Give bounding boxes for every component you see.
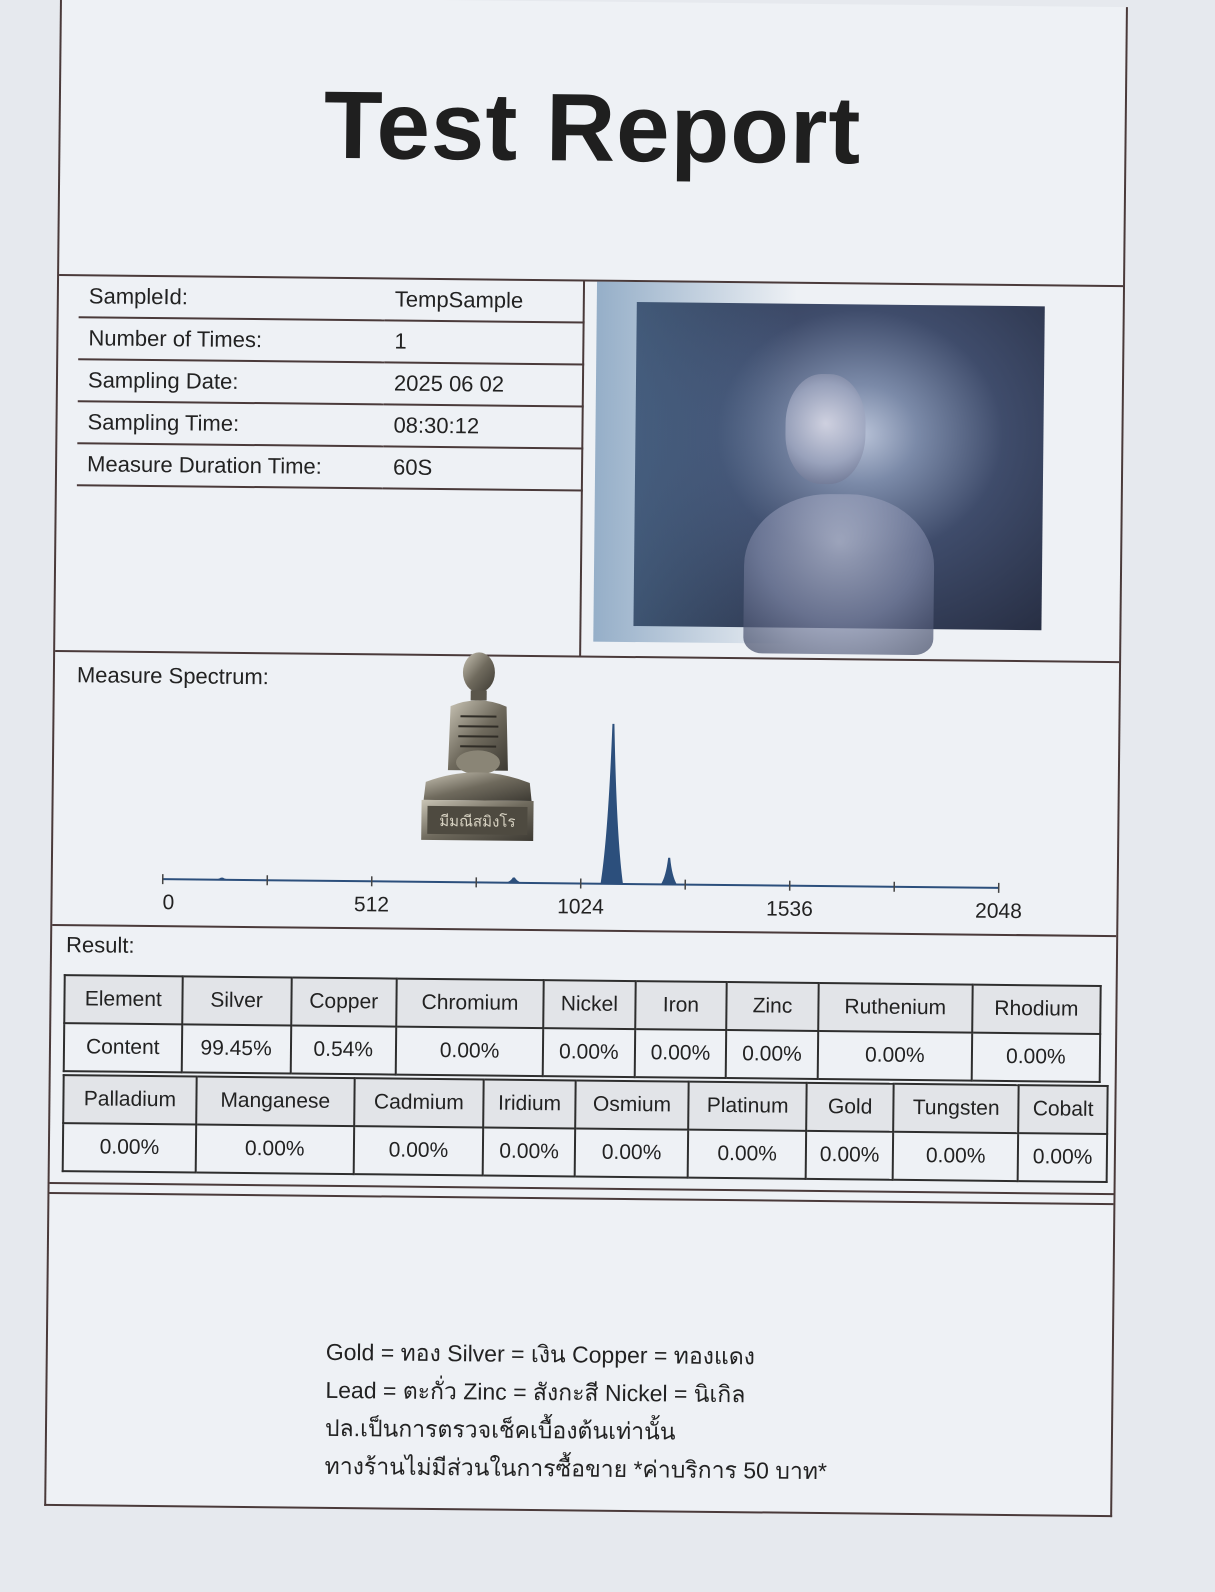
- result-header-cell: Gold: [806, 1083, 893, 1132]
- result-table-1: [63, 974, 1102, 1083]
- result-value-cell: 0.00%: [688, 1130, 807, 1179]
- note-line: ปล.เป็นการตรวจเช็คเบื้องต้นเท่านั้น: [324, 1414, 676, 1445]
- spectrum-peak: [661, 858, 677, 885]
- result-header-cell: Nickel: [543, 980, 635, 1029]
- result-value-cell: 0.00%: [972, 1033, 1101, 1082]
- info-row: [77, 443, 583, 490]
- info-label: Number of Times:: [78, 317, 384, 362]
- info-value: 08:30:12: [383, 404, 583, 448]
- divider: [55, 650, 1119, 663]
- result-value-cell: 0.54%: [290, 1025, 396, 1074]
- amulet-photo: [415, 650, 541, 847]
- info-row: [78, 359, 584, 406]
- result-header-cell: Tungsten: [893, 1084, 1019, 1133]
- result-header-cell: Iron: [635, 981, 727, 1030]
- result-value-cell: 0.00%: [196, 1124, 354, 1174]
- result-header-cell: Cadmium: [354, 1078, 484, 1127]
- info-value: 2025 06 02: [384, 362, 584, 406]
- result-value-cell: 0.00%: [575, 1128, 689, 1177]
- result-value-cell: 0.00%: [543, 1028, 635, 1077]
- result-value-cell: 0.00%: [396, 1027, 544, 1077]
- tick-label: 1536: [765, 897, 813, 921]
- spectrum-label: Measure Spectrum:: [76, 662, 269, 690]
- info-label: Measure Duration Time:: [77, 443, 383, 488]
- result-header-cell: Rhodium: [972, 985, 1101, 1034]
- result-header-cell: Zinc: [726, 982, 818, 1031]
- spectrum-peak: [601, 724, 625, 884]
- result-header-cell: Platinum: [688, 1082, 807, 1131]
- info-label: Sampling Date:: [78, 359, 384, 404]
- result-value-cell: 0.00%: [726, 1030, 818, 1079]
- note-line: Lead = ตะกั่ว Zinc = สังกะสี Nickel = นิเกิล: [325, 1376, 746, 1408]
- sample-info-table: [77, 276, 585, 491]
- result-value-cell: 99.45%: [181, 1024, 290, 1073]
- result-header-cell: Silver: [182, 976, 291, 1025]
- amulet-inscription: มีมณีสมิงโร: [439, 812, 516, 831]
- result-table-2: [62, 1074, 1109, 1183]
- page-title: Test Report: [323, 71, 862, 185]
- result-value-cell: Content: [64, 1023, 182, 1072]
- result-value-cell: 0.00%: [63, 1123, 196, 1172]
- result-header-cell: Copper: [291, 977, 397, 1026]
- notes: [324, 1333, 828, 1490]
- result-value-cell: 0.00%: [353, 1126, 483, 1175]
- spectrum-peak: [506, 877, 522, 883]
- note-line: ทางร้านไม่มีส่วนในการซื้อขาย *ค่าบริการ 50 บาท*: [324, 1452, 828, 1485]
- info-value: 60S: [383, 446, 583, 490]
- tick-label: 1024: [557, 895, 604, 919]
- result-header-cell: Ruthenium: [818, 983, 973, 1033]
- info-value: 1: [384, 320, 584, 364]
- tick-label: 2048: [974, 899, 1022, 924]
- spectrum-peak: [214, 878, 230, 880]
- result-value-cell: 0.00%: [893, 1132, 1019, 1181]
- info-label: SampleId:: [79, 276, 385, 320]
- result-header-cell: Palladium: [63, 1075, 196, 1124]
- result-value-cell: 0.00%: [1018, 1133, 1107, 1182]
- sample-photo: [633, 302, 1044, 630]
- tick-label: 512: [353, 893, 390, 917]
- result-header-cell: Chromium: [396, 979, 544, 1029]
- result-value-cell: 0.00%: [483, 1127, 575, 1176]
- spectrum-chart: [142, 697, 1022, 936]
- divider: [49, 1192, 1113, 1205]
- result-value-cell: 0.00%: [806, 1131, 893, 1180]
- info-value: TempSample: [385, 279, 585, 322]
- info-row: [77, 401, 583, 448]
- tick-label: 0: [162, 891, 175, 915]
- info-label: Sampling Time:: [77, 401, 383, 446]
- info-row: [78, 317, 584, 364]
- report-sheet: [44, 0, 1128, 1517]
- result-value-cell: 0.00%: [634, 1029, 726, 1078]
- result-header-cell: Osmium: [575, 1080, 689, 1129]
- info-row: [79, 276, 585, 322]
- result-header-cell: Element: [64, 975, 182, 1024]
- note-line: Gold = ทอง Silver = เงิน Copper = ทองแดง: [325, 1338, 756, 1370]
- result-header-cell: Manganese: [196, 1076, 354, 1126]
- result-header-cell: Cobalt: [1019, 1085, 1108, 1134]
- result-value-cell: 0.00%: [817, 1031, 972, 1081]
- result-header-cell: Iridium: [483, 1079, 575, 1128]
- result-label: Result:: [65, 932, 135, 958]
